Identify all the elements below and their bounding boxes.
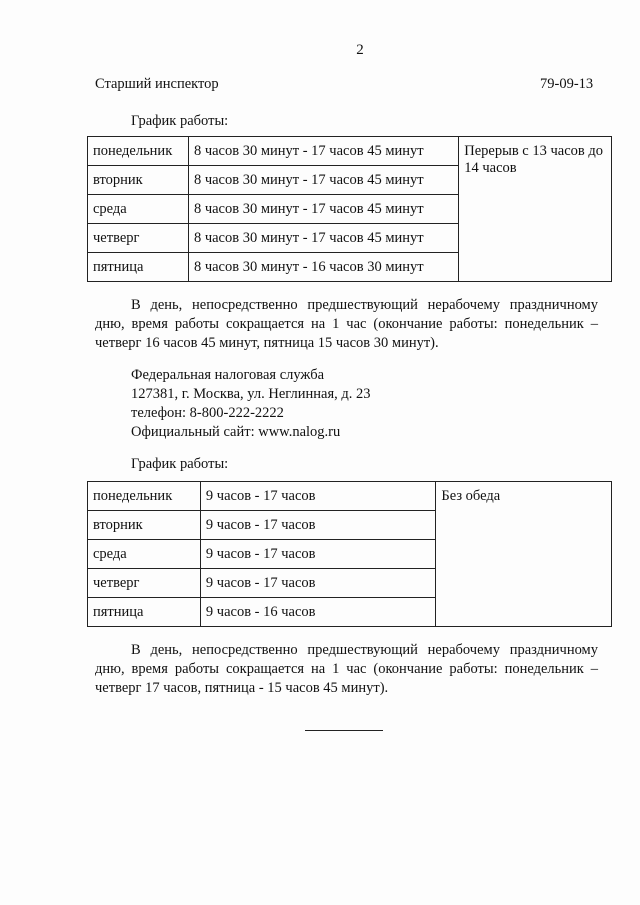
- shortened-day-paragraph: [95, 296, 598, 353]
- work-schedule-table: [87, 136, 612, 282]
- closing-divider: [305, 730, 383, 731]
- schedule-label: График работы:: [131, 113, 229, 129]
- position-title: Старший инспектор: [95, 76, 219, 92]
- organization-website: Официальный сайт: www.nalog.ru: [131, 424, 341, 440]
- hours-cell: 9 часов - 16 часов: [200, 598, 435, 627]
- table-row: [88, 482, 612, 511]
- day-cell: среда: [88, 540, 201, 569]
- shortened-day-paragraph: [95, 641, 598, 698]
- break-note: Перерыв с 13 часов до 14 часов: [459, 137, 612, 282]
- day-cell: пятница: [88, 253, 189, 282]
- day-cell: вторник: [88, 166, 189, 195]
- day-cell: четверг: [88, 569, 201, 598]
- break-note: Без обеда: [436, 482, 612, 627]
- day-cell: понедельник: [88, 137, 189, 166]
- phone-code: 79-09-13: [540, 76, 594, 92]
- hours-cell: 9 часов - 17 часов: [200, 569, 435, 598]
- day-cell: вторник: [88, 511, 201, 540]
- day-cell: понедельник: [88, 482, 201, 511]
- schedule-label: График работы:: [131, 456, 229, 472]
- day-cell: четверг: [88, 224, 189, 253]
- hours-cell: 8 часов 30 минут - 17 часов 45 минут: [188, 195, 458, 224]
- hours-cell: 8 часов 30 минут - 17 часов 45 минут: [188, 166, 458, 195]
- hours-cell: 8 часов 30 минут - 17 часов 45 минут: [188, 137, 458, 166]
- day-cell: среда: [88, 195, 189, 224]
- hours-cell: 9 часов - 17 часов: [200, 540, 435, 569]
- hours-cell: 9 часов - 17 часов: [200, 511, 435, 540]
- organization-phone: телефон: 8-800-222-2222: [131, 405, 284, 421]
- hours-cell: 8 часов 30 минут - 17 часов 45 минут: [188, 224, 458, 253]
- organization-address: 127381, г. Москва, ул. Неглинная, д. 23: [131, 386, 371, 402]
- work-schedule-table: [87, 481, 612, 627]
- organization-contacts: [131, 366, 371, 442]
- paragraph-text: В день, непосредственно предшествующий нерабочему праздничному дню, время работы сокращается на 1 час (окончание работы: понедельник – четверг 16 часов 45 минут, пятница 15 часов 30 минут).: [95, 297, 598, 351]
- hours-cell: 9 часов - 17 часов: [200, 482, 435, 511]
- page-number: 2: [356, 42, 364, 58]
- paragraph-text: В день, непосредственно предшествующий нерабочему праздничному дню, время работы сокращается на 1 час (окончание работы: понедельник – четверг 17 часов, пятница - 15 часов 45 минут).: [95, 642, 598, 696]
- organization-name: Федеральная налоговая служба: [131, 367, 325, 383]
- day-cell: пятница: [88, 598, 201, 627]
- hours-cell: 8 часов 30 минут - 16 часов 30 минут: [188, 253, 458, 282]
- table-row: [88, 137, 612, 166]
